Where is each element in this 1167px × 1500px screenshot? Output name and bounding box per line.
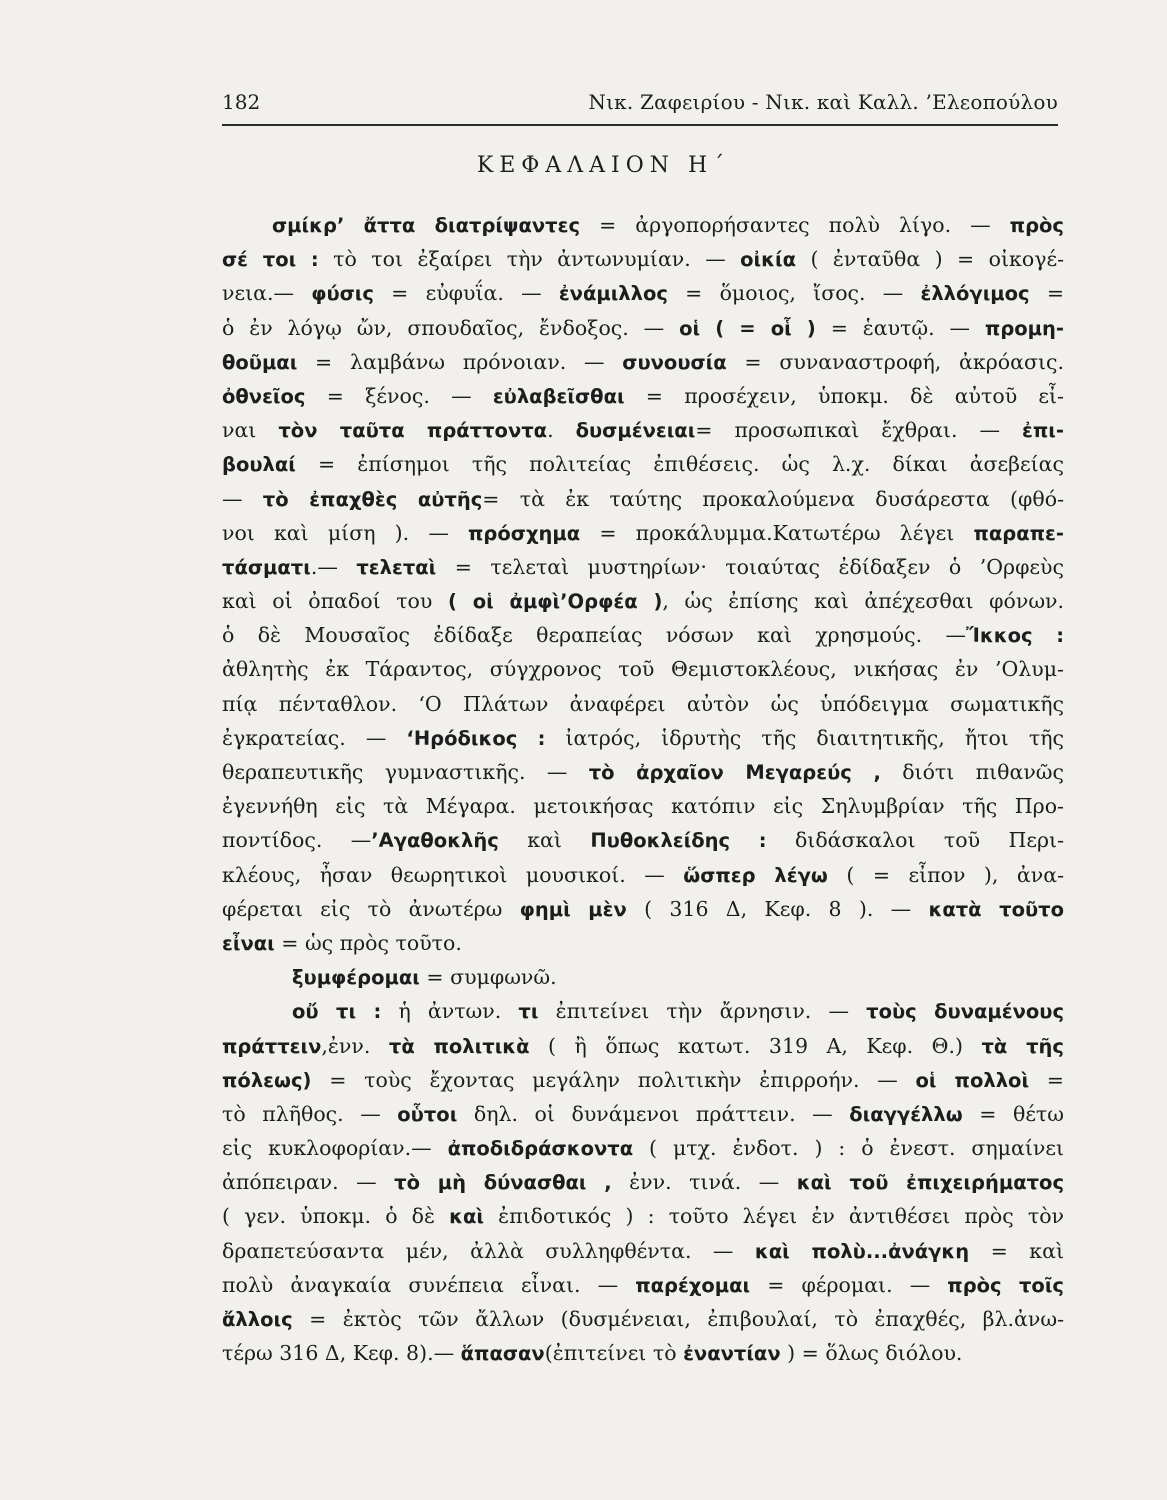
lemma-term: θοῦμαι — [222, 350, 298, 374]
gloss-text: = λαμβάνω πρόνοιαν. — — [297, 349, 623, 374]
gloss-text: ἡ ἀντων. — [381, 999, 519, 1024]
gloss-text: = τὰ ἐκ ταύτης προκαλούμενα δυσάρεστα (φθό- — [482, 486, 1064, 511]
gloss-text: ἐπιδοτικός ) : τοῦτο λέγει ἐν ἀντιθέσει πρὸς τὸν — [484, 1204, 1064, 1229]
text-line — [222, 789, 1064, 823]
text-line — [222, 652, 1064, 686]
gloss-text: καὶ οἱ ὀπαδοί του — [222, 589, 448, 614]
gloss-text: ( γεν. ὑποκμ. ὁ δὲ — [222, 1204, 450, 1229]
commentary-text — [222, 208, 1064, 1370]
text-line — [222, 482, 1064, 516]
lemma-term: ἐπι- — [1022, 419, 1064, 443]
lemma-term: ἐνάμιλλος — [558, 282, 668, 306]
text-line — [222, 447, 1064, 481]
gloss-text: = ἑαυτῷ. — — [815, 315, 985, 340]
lemma-term: ‘Ηρόδικος : — [406, 726, 546, 750]
text-line — [222, 1131, 1064, 1165]
text-line — [222, 1097, 1064, 1131]
gloss-text: ἀπόπειραν. — — [222, 1170, 395, 1195]
gloss-text: ἐνν. τινά. — — [611, 1170, 797, 1195]
gloss-text: , ὡς ἐπίσης καὶ ἀπέχεσθαι φόνων. — [662, 589, 1064, 614]
chapter-title: ΚΕΦΑΛΑΙΟΝ Η΄ — [476, 153, 731, 178]
lemma-term: καὶ τοῦ ἐπιχειρήματος — [796, 1171, 1064, 1195]
lemma-term: φύσις — [311, 282, 374, 306]
lemma-term: τὸν ταῦτα πράττοντα — [278, 419, 548, 443]
gloss-text: ( ἢ ὅπως κατωτ. 319 Α, Κεφ. Θ.) — [529, 1033, 982, 1058]
text-line — [222, 413, 1064, 447]
gloss-text: ἰατρός, ἱδρυτὴς τῆς διαιτητικῆς, ἤτοι τῆς — [545, 725, 1064, 750]
gloss-text: ( ἐνταῦθα ) = οἰκογέ- — [796, 247, 1064, 272]
text-line — [222, 994, 1064, 1028]
lemma-term: τὸ ἀρχαῖον Μεγαρεύς , — [588, 761, 881, 784]
lemma-term: καὶ — [449, 1205, 485, 1229]
lemma-term: τὰ πολιτικὰ — [388, 1034, 530, 1058]
gloss-text: διότι πιθανῶς — [880, 760, 1064, 784]
lemma-term: ἀποδιδράσκοντα — [447, 1137, 634, 1161]
gloss-text: ) = ὅλως διόλου. — [780, 1341, 963, 1366]
lemma-term: διαγγέλλω — [849, 1102, 963, 1126]
lemma-term: πράττειν — [222, 1034, 322, 1058]
text-line — [222, 550, 1064, 584]
gloss-text: = συμφωνῶ. — [419, 965, 557, 990]
lemma-term: κατὰ τοῦτο — [928, 897, 1064, 921]
gloss-text: = — [1029, 1067, 1064, 1092]
gloss-text: = φέρομαι. — — [750, 1272, 948, 1297]
text-line — [222, 926, 1064, 960]
gloss-text: .— — [310, 554, 357, 579]
lemma-term: προμη- — [984, 316, 1064, 340]
lemma-term: εὐλαβεῖσθαι — [492, 384, 625, 408]
lemma-term: τοὺς δυναμένους — [866, 1000, 1064, 1024]
text-line — [222, 892, 1064, 926]
lemma-term: τελεταὶ — [356, 555, 437, 579]
gloss-text: = ἐπίσημοι τῆς πολιτείας ἐπιθέσεις. ὡς λ.χ. δίκαι ἀσεβείας — [295, 452, 1064, 477]
lemma-term: οἰκία — [740, 248, 796, 272]
gloss-text: δηλ. οἱ δυνάμενοι πράττειν. — — [457, 1101, 850, 1126]
lemma-term: ( οἱ ἀμφὶ’Ορφέα ) — [447, 590, 663, 614]
lemma-term: φημὶ μὲν — [519, 897, 627, 921]
lemma-term: Πυθοκλείδης : — [590, 829, 767, 853]
gloss-text: θεραπευτικῆς γυμναστικῆς. — — [222, 760, 589, 784]
gloss-text: ναι — [222, 418, 279, 443]
running-title: Νικ. Ζαφειρίου - Νικ. καὶ Καλλ. ’Ελεοπούλου — [588, 90, 1058, 114]
lemma-term: παρέχομαι — [635, 1273, 751, 1297]
gloss-text: καὶ — [498, 828, 591, 853]
lemma-term: καὶ πολὺ...ἀνάγκη — [754, 1239, 970, 1263]
gloss-text: φέρεται εἰς τὸ ἀνωτέρω — [222, 896, 520, 921]
gloss-text: = θέτω — [962, 1101, 1064, 1126]
gloss-text: = ὡς πρὸς τοῦτο. — [274, 930, 462, 955]
gloss-text: εἰς κυκλοφορίαν.— — [222, 1136, 448, 1161]
gloss-text: = συναναστροφή, ἀκρόασις. — [726, 349, 1064, 374]
page-number: 182 — [222, 90, 261, 114]
lemma-term: ’Αγαθοκλῆς — [371, 829, 499, 853]
gloss-text: ὁ ἐν λόγῳ ὤν, σπουδαῖος, ἔνδοξος. — — [222, 315, 680, 340]
gloss-text: τέρω 316 Δ, Κεφ. 8).— — [222, 1341, 461, 1366]
lemma-term: πρὸς — [1009, 214, 1064, 237]
text-line — [222, 1234, 1064, 1268]
text-line — [222, 1336, 1064, 1370]
text-line — [222, 1302, 1064, 1336]
lemma-term: σέ τοι : — [222, 248, 319, 272]
lemma-term: σμίκρ’ ἄττα διατρίψαντες — [272, 214, 581, 237]
gloss-text: τὸ πλῆθος. — — [222, 1101, 398, 1126]
gloss-text: — — [222, 486, 263, 511]
lemma-term: οἱ ( = οἷ ) — [679, 316, 816, 340]
lemma-term: ἅπασαν — [460, 1342, 545, 1366]
gloss-text: = ξένος. — — [305, 383, 493, 408]
gloss-text: ποντίδος. — — [222, 828, 372, 853]
text-line — [222, 687, 1064, 721]
lemma-term: τάσματι — [222, 555, 311, 579]
gloss-text: = προκάλυμμα.Κατωτέρω λέγει — [580, 520, 974, 545]
text-line — [222, 1165, 1064, 1199]
lemma-term: οὗτοι — [397, 1102, 458, 1126]
gloss-text: δραπετεύσαντα μέν, ἀλλὰ συλληφθέντα. — — [222, 1238, 755, 1263]
lemma-term: οὔ τι : — [292, 1000, 382, 1024]
gloss-text: (ἐπιτείνει τὸ — [544, 1341, 684, 1366]
gloss-text: πίᾳ πένταθλον. ‘Ο Πλάτων ἀναφέρει αὐτὸν ὡς ὑπόδειγμα σωματικῆς — [222, 691, 1064, 716]
gloss-text: ( μτχ. ἐνδοτ. ) : ὁ ἐνεστ. σημαίνει — [633, 1136, 1064, 1161]
gloss-text: ( = εἶπον ), ἀνα- — [827, 862, 1064, 887]
text-line — [222, 755, 1064, 789]
lemma-term: πόλεως) — [222, 1068, 312, 1092]
gloss-text: ,ἐνν. — [321, 1033, 389, 1058]
gloss-text: ἀθλητὴς ἐκ Τάραντος, σύγχρονος τοῦ Θεμιστοκλέους, νικήσας ἐν ’Ολυμ- — [222, 657, 1064, 682]
gloss-text: = ἀργοπορήσαντες πολὺ λίγο. — — [580, 213, 1010, 237]
text-line — [222, 823, 1064, 857]
text-line — [222, 1063, 1064, 1097]
text-line — [222, 1199, 1064, 1233]
gloss-text: . — [547, 418, 576, 443]
lemma-term: πρόσχημα — [467, 521, 581, 545]
lemma-term: τὰ τῆς — [981, 1034, 1064, 1058]
lemma-term: πρὸς τοῖς — [947, 1273, 1064, 1297]
gloss-text: νοι καὶ μίση ). — — [222, 520, 468, 545]
lemma-term: Ἴκκος : — [966, 624, 1064, 648]
lemma-term: βουλαί — [222, 453, 296, 477]
text-line — [222, 1029, 1064, 1063]
gloss-text: = — [1029, 281, 1064, 306]
gloss-text: = προσέχειν, ὑποκμ. δὲ αὐτοῦ εἶ- — [624, 383, 1064, 408]
gloss-text: ( 316 Δ, Κεφ. 8 ). — — [626, 896, 929, 921]
lemma-term: ἐλλόγιμος — [920, 282, 1030, 306]
gloss-text: ἐγεννήθη εἰς τὰ Μέγαρα. μετοικήσας κατόπιν εἰς Σηλυμβρίαν τῆς Προ- — [222, 794, 1064, 819]
lemma-term: συνουσία — [622, 350, 727, 374]
lemma-term: δυσμένειαι — [575, 419, 696, 443]
text-line — [222, 379, 1064, 413]
text-line — [222, 208, 1064, 242]
gloss-text: ἐγκρατείας. — — [222, 725, 407, 750]
gloss-text: ἐπιτείνει τὴν ἄρνησιν. — — [538, 999, 867, 1024]
text-line — [222, 960, 1064, 994]
lemma-term: τὸ μὴ δύνασθαι , — [394, 1171, 612, 1195]
gloss-text: = τελεταὶ μυστηρίων· τοιαύτας ἐδίδαξεν ὁ ’Ορφεὺς — [436, 554, 1064, 579]
text-line — [222, 516, 1064, 550]
text-line — [222, 242, 1064, 276]
gloss-text: κλέους, ἦσαν θεωρητικοὶ μουσικοί. — — [222, 862, 684, 887]
page-header — [222, 84, 1058, 126]
gloss-text: = ἐκτὸς τῶν ἄλλων (δυσμένειαι, ἐπιβουλαί, τὸ ἐπαχθές, βλ.ἀνω- — [292, 1307, 1064, 1331]
lemma-term: τι — [518, 1000, 539, 1024]
gloss-text: πολὺ ἀναγκαία συνέπεια εἶναι. — — [222, 1272, 636, 1297]
gloss-text: = προσωπικαὶ ἔχθραι. — — [695, 418, 1022, 443]
lemma-term: εἶναι — [222, 931, 275, 955]
gloss-text: νεια.— — [222, 281, 312, 306]
lemma-term: ὀθνεῖος — [222, 384, 306, 408]
gloss-text: = καὶ — [969, 1238, 1064, 1263]
gloss-text: = εὐφυΐα. — — [373, 281, 559, 306]
gloss-text: = τοὺς ἔχοντας μεγάλην πολιτικὴν ἐπιρροήν. — — [311, 1067, 916, 1092]
gloss-text: = ὅμοιος, ἴσος. — — [667, 281, 921, 306]
text-line — [222, 618, 1064, 652]
gloss-text: τὸ τοι ἐξαίρει τὴν ἀντωνυμίαν. — — [318, 247, 741, 272]
gloss-text: ὁ δὲ Μουσαῖος ἐδίδαξε θεραπείας νόσων καὶ χρησμούς. — — [222, 623, 966, 648]
gloss-text: διδάσκαλοι τοῦ Περι- — [766, 828, 1064, 853]
lemma-term: ὥσπερ λέγω — [683, 863, 828, 887]
text-line — [222, 858, 1064, 892]
text-line — [222, 1268, 1064, 1302]
text-line — [222, 721, 1064, 755]
text-line — [222, 276, 1064, 310]
lemma-term: οἱ πολλοὶ — [915, 1068, 1030, 1092]
text-line — [222, 584, 1064, 618]
text-line — [222, 311, 1064, 345]
text-line — [222, 345, 1064, 379]
lemma-term: ἐναντίαν — [683, 1342, 781, 1366]
lemma-term: ἄλλοις — [222, 1308, 293, 1331]
lemma-term: ξυμφέρομαι — [292, 966, 420, 990]
lemma-term: τὸ ἐπαχθὲς αὐτῆς — [262, 487, 483, 511]
lemma-term: παραπε- — [973, 521, 1064, 545]
